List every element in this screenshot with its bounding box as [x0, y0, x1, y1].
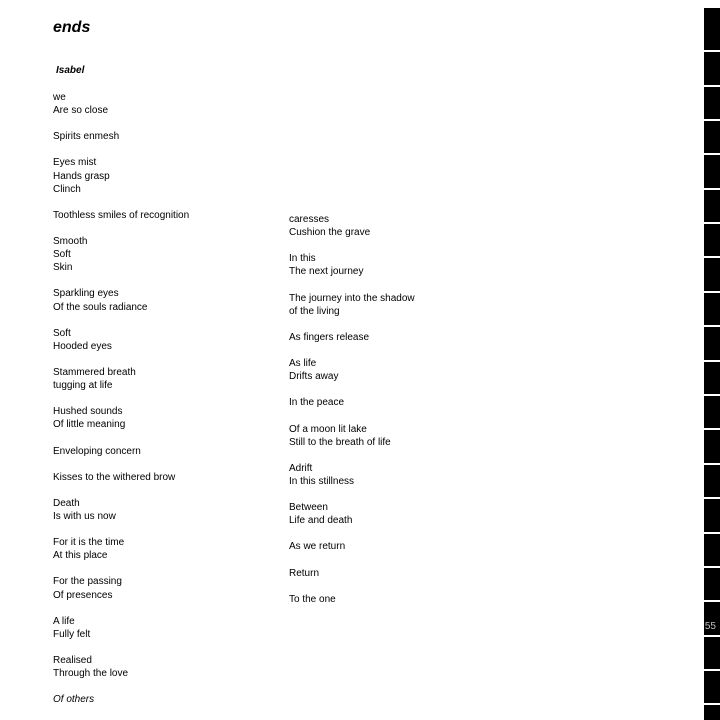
poem-line: Are so close — [53, 105, 109, 117]
stanza — [289, 252, 415, 278]
stanza — [289, 357, 415, 383]
poem-line: Is with us now — [53, 511, 116, 522]
poem-line: Smooth — [53, 236, 88, 248]
stanza — [289, 292, 415, 318]
stanza — [53, 130, 189, 143]
poem-line: Realised — [53, 655, 92, 667]
poem-line: The next journey — [289, 266, 364, 278]
poem-line: Toothless smiles of recognition — [53, 209, 190, 221]
stanza — [53, 235, 189, 274]
stanza — [289, 593, 415, 606]
stanza — [53, 156, 189, 195]
poem-line: Between — [289, 502, 328, 514]
poem-line: Soft — [53, 327, 71, 339]
edge-tick — [704, 188, 720, 190]
stanza — [289, 501, 415, 527]
stanza — [53, 287, 189, 313]
edge-tick — [704, 635, 720, 637]
poem-line: For the passing — [53, 576, 122, 588]
stanza — [53, 654, 189, 680]
poem-line: of the living — [289, 305, 340, 317]
poem-line: Hooded eyes — [53, 340, 112, 352]
poem-line: In the peace — [289, 397, 345, 409]
poem-line: Soft — [53, 249, 71, 261]
poem-line: Cushion the grave — [289, 227, 371, 239]
poem-line: As life — [289, 358, 317, 370]
poem-line: Hands grasp — [53, 170, 110, 182]
poem-line: Return — [289, 567, 320, 579]
stanza — [289, 331, 415, 344]
poem-line: Skin — [53, 262, 73, 274]
edge-tick — [704, 256, 720, 258]
stanza — [53, 575, 189, 601]
poem-line: Clinch — [53, 183, 81, 195]
poem-title: ends — [53, 19, 91, 36]
edge-tick — [704, 463, 720, 465]
edge-tick — [704, 497, 720, 499]
poem-line: As we return — [289, 541, 346, 553]
stanza — [289, 462, 415, 488]
stanza — [53, 536, 189, 562]
poem-line: Sparkling eyes — [53, 288, 119, 300]
stanza — [289, 396, 415, 409]
stanza — [53, 91, 189, 117]
poem-line: Adrift — [289, 462, 313, 474]
stanza — [53, 209, 189, 222]
page-number: 55 — [704, 621, 716, 632]
poem-line: In this stillness — [289, 475, 355, 487]
edge-tick — [704, 325, 720, 327]
poem-line: Enveloping concern — [53, 445, 141, 457]
poem-line: Drifts away — [289, 371, 339, 383]
stanza — [53, 327, 189, 353]
page-edge-strip — [704, 8, 720, 720]
stanza — [289, 423, 415, 449]
poem-line: At this place — [53, 550, 108, 562]
poem-line: The journey into the shadow — [289, 292, 415, 304]
poem-line: Hushed sounds — [53, 406, 123, 418]
poem-line: Of presences — [53, 589, 113, 601]
edge-tick — [704, 703, 720, 705]
poem-line: Through the love — [53, 668, 129, 680]
poem-line: For it is the time — [53, 537, 125, 549]
poem-line: Of little meaning — [53, 419, 126, 431]
edge-tick — [704, 119, 720, 121]
poem-line: A life — [53, 615, 75, 627]
stanza — [289, 540, 415, 553]
poem-line: Stammered breath — [53, 366, 136, 378]
poem-line: To the one — [289, 593, 336, 605]
stanza — [289, 567, 415, 580]
stanza — [53, 497, 189, 523]
stanza — [289, 213, 415, 239]
edge-tick — [704, 360, 720, 362]
stanza — [53, 615, 189, 641]
edge-tick — [704, 394, 720, 396]
poem-column-right — [289, 213, 415, 619]
poem-line: Fully felt — [53, 628, 91, 640]
stanza — [53, 366, 189, 392]
stanza — [53, 693, 189, 706]
edge-tick — [704, 291, 720, 293]
poem-line: we — [53, 92, 66, 103]
poem-line: Death — [53, 497, 80, 509]
poem-line: Kisses to the withered brow — [53, 471, 176, 483]
poem-line: Of a moon lit lake — [289, 423, 367, 435]
edge-tick — [704, 222, 720, 224]
poem-line: Spirits enmesh — [53, 131, 120, 143]
edge-tick — [704, 532, 720, 534]
poem-author: Isabel — [56, 65, 85, 76]
poem-line: caresses — [289, 214, 330, 225]
stanza — [53, 405, 189, 431]
edge-tick — [704, 669, 720, 671]
poem-line: Life and death — [289, 515, 353, 527]
poem-line: As fingers release — [289, 331, 370, 343]
edge-tick — [704, 600, 720, 602]
edge-tick — [704, 428, 720, 430]
poem-line: Of the souls radiance — [53, 301, 148, 313]
poem-column-left — [53, 91, 189, 720]
edge-tick — [704, 50, 720, 52]
stanza — [53, 471, 189, 484]
stanza — [53, 445, 189, 458]
poem-line: Still to the breath of life — [289, 436, 391, 448]
poem-line: tugging at life — [53, 380, 113, 392]
edge-tick — [704, 153, 720, 155]
poem-line: In this — [289, 253, 316, 265]
edge-tick — [704, 85, 720, 87]
poem-line: Of others — [53, 694, 95, 706]
edge-tick — [704, 566, 720, 568]
poem-line: Eyes mist — [53, 157, 97, 169]
